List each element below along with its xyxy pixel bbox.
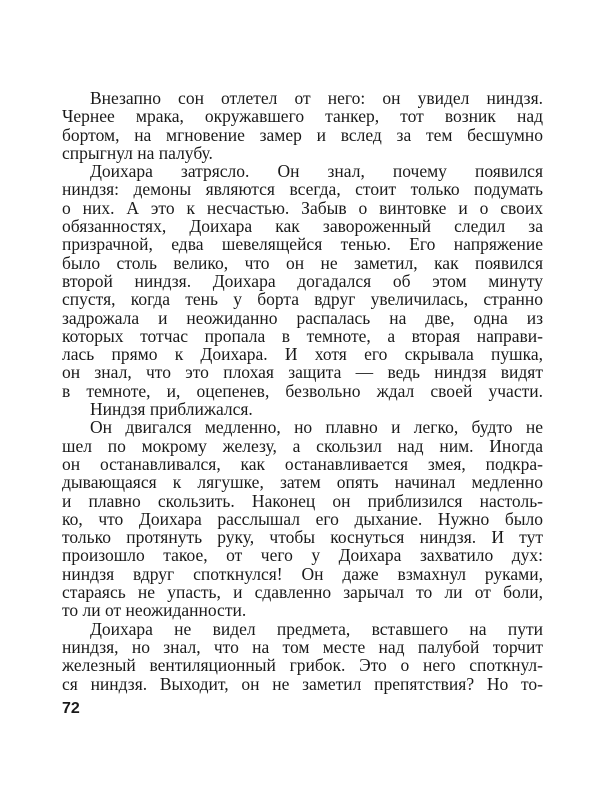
- text-line: он останавливался, как останавливается змея, подкра-: [62, 453, 543, 474]
- text-line: ниндзя вдруг споткнулся! Он даже взмахнул руками,: [62, 563, 543, 584]
- text-line: ниндзя: демоны являются всегда, стоит только подумать: [62, 179, 543, 200]
- text-line: в темноте, и, оцепенев, безвольно ждал своей участи.: [62, 380, 543, 401]
- page-number: 72: [62, 700, 80, 717]
- text-line: задрожала и неожиданно распалась на две, одна из: [62, 307, 543, 328]
- text-line: Доихара не видел предмета, вставшего на пути: [90, 618, 543, 639]
- text-line: ся ниндзя. Выходит, он не заметил препятствия? Но то-: [62, 673, 543, 694]
- text-line: Внезапно сон отлетел от него: он увидел ниндзя.: [90, 88, 543, 108]
- text-line: спрыгнул на палубу.: [62, 142, 213, 163]
- text-line: стараясь не упасть, и сдавленно зарычал то ли от боли,: [62, 582, 543, 603]
- text-line: бортом, на мгновение замер и вслед за тем бесшумно: [62, 124, 543, 145]
- text-line: обязанностях, Доихара как завороженный следил за: [62, 216, 543, 237]
- text-line: лась прямо к Доихара. И хотя его скрывала пушка,: [62, 344, 543, 365]
- text-line: Доихара затрясло. Он знал, почему появился: [90, 161, 543, 182]
- text-line: железный вентиляционный грибок. Это о него споткнул-: [62, 655, 543, 676]
- text-line: и плавно скользить. Наконец он приблизился настоль-: [62, 490, 543, 511]
- text-line: он знал, что это плохая защита — ведь ниндзя видят: [62, 362, 543, 383]
- text-line: ко, что Доихара расслышал его дыхание. Нужно было: [62, 508, 543, 529]
- text-line: о них. А это к несчастью. Забыв о винтовке и о своих: [62, 197, 543, 218]
- text-line: Он двигался медленно, но плавно и легко, будто не: [90, 417, 543, 438]
- text-line: шел по мокрому железу, а скользил над ним. Иногда: [62, 435, 543, 456]
- text-line: Ниндзя приближался.: [90, 399, 253, 420]
- text-line: которых тотчас пропала в темноте, а вторая направи-: [62, 325, 543, 346]
- text-line: спустя, когда тень у борта вдруг увеличилась, странно: [62, 289, 543, 310]
- text-line: ниндзя, но знал, что на том месте над палубой торчит: [62, 636, 543, 657]
- text-line: только протянуть руку, чтобы коснуться ниндзя. И тут: [62, 527, 543, 548]
- text-line: Чернее мрака, окружавшего танкер, тот возник над: [62, 106, 543, 127]
- text-line: дывающаяся к лягушке, затем опять начинал медленно: [62, 472, 543, 493]
- text-line: было столь велико, что он не заметил, как появился: [62, 252, 543, 273]
- text-line: то ли от неожиданности.: [62, 600, 247, 621]
- text-line: второй ниндзя. Доихара догадался об этом минуту: [62, 270, 543, 291]
- text-line: произошло такое, от чего у Доихара захватило дух:: [62, 545, 543, 566]
- body-text: [62, 89, 543, 693]
- text-line: призрачной, едва шевелящейся тенью. Его напряжение: [62, 234, 543, 255]
